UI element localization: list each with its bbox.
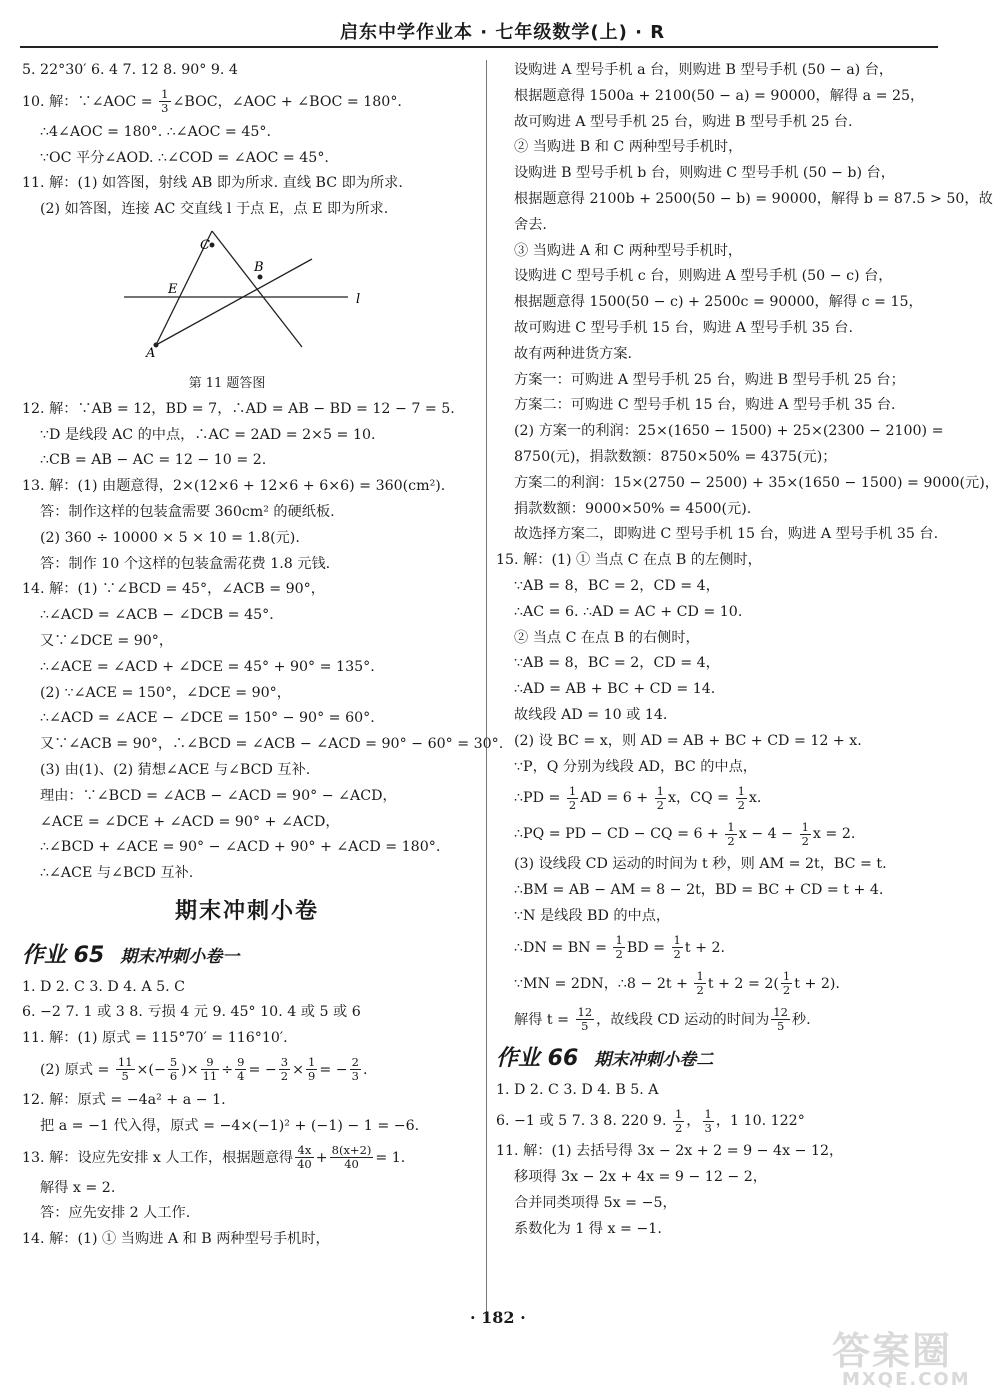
label-a: A	[146, 345, 156, 361]
answer-line: 设购进 A 型号手机 a 台，则购进 B 型号手机 (50 − a) 台，	[514, 62, 894, 78]
answer-line: ∵AB = 8，BC = 2，CD = 4，	[514, 577, 720, 594]
answer-line: ∵P，Q 分别为线段 AD，BC 的中点，	[514, 758, 757, 775]
answer-line: ② 当购进 B 和 C 两种型号手机时，	[514, 139, 743, 156]
page-header: 启东中学作业本 · 七年级数学(上) · R	[340, 22, 666, 43]
answer-line: 11. 解：(1) 去括号得 3x − 2x + 2 = 9 − 4x − 12，	[496, 1143, 844, 1160]
right-column	[496, 58, 999, 1242]
left-column	[22, 58, 504, 1253]
answer-line: 方案二：可购进 C 型号手机 15 台，购进 A 型号手机 35 台.	[514, 397, 896, 414]
answer-line: (3) 设线段 CD 运动的时间为 t 秒，则 AM = 2t，BC = t.	[514, 856, 887, 873]
answer-line: 故可购进 A 型号手机 25 台，购进 B 型号手机 25 台.	[514, 113, 853, 130]
figure-11-diagram	[112, 227, 402, 367]
answer-line: 12. 解：∵AB = 12，BD = 7，∴AD = AB − BD = 12 − 7 = 5.	[22, 400, 455, 417]
answer-line: 又∵∠ACB = 90°，∴∠BCD = ∠ACB − ∠ACD = 90° − 60° = 30°.	[40, 736, 504, 753]
ray-ab	[156, 259, 312, 345]
answer-line: ∴PD = $\frac{1}{2}$ AD = 6 + $\frac{1}{2}$ x，CQ = $\frac{1}{2}$ x.	[514, 783, 762, 812]
answer-line: ∠ACE = ∠DCE + ∠ACD = 90° + ∠ACD，	[40, 813, 340, 830]
figure-caption: 第 11 题答图	[188, 375, 266, 391]
answer-line: 故线段 AD = 10 或 14.	[514, 706, 668, 723]
answer-line: ∴AD = AB + BC + CD = 14.	[514, 681, 716, 698]
answer-line: ∵MN = 2DN，∴8 − 2t + $\frac{1}{2}$ t + 2 = 2( $\frac{1}{2}$ t + 2).	[514, 969, 840, 998]
answer-line: 根据题意得 2100b + 2500(50 − b) = 90000，解得 b = 87.5 > 50，故	[514, 190, 993, 207]
answer-line: 6. −1 或 5 7. 3 8. 220 9. $\frac{1}{2}$ ， $\frac{1}{3}$ ，1 10. 122°	[496, 1106, 805, 1135]
header-rule	[20, 46, 938, 48]
answer-line: 设购进 C 型号手机 c 台，则购进 A 型号手机 (50 − c) 台，	[514, 268, 893, 285]
answer-line: ∴∠ACE = ∠ACD + ∠DCE = 45° + 90° = 135°.	[40, 658, 375, 675]
answer-line: 10. 解：∵∠AOC = $\frac{1}{3}$ ∠BOC，∠AOC + ∠BOC = 180°.	[22, 87, 402, 116]
answer-line: 解得 x = 2.	[40, 1179, 116, 1196]
answer-line: 理由：∵∠BCD = ∠ACB − ∠ACD = 90° − ∠ACD，	[40, 787, 397, 804]
answer-line: 答：应先安排 2 人工作.	[40, 1205, 191, 1222]
answer-line: ∴PQ = PD − CD − CQ = 6 + $\frac{1}{2}$ x − 4 − $\frac{1}{2}$ x = 2.	[514, 819, 856, 848]
answer-line: 答：制作这样的包装盒需要 360cm² 的硬纸板.	[40, 503, 335, 520]
answer-line: ② 当点 C 在点 B 的右侧时，	[514, 629, 700, 646]
answer-line: 故可购进 C 型号手机 15 台，购进 A 型号手机 35 台.	[514, 319, 853, 336]
answer-line: 方案二的利润：15×(2750 − 2500) + 35×(1650 − 1500) = 9000(元)，	[514, 474, 999, 491]
answer-line: ∴∠ACE 与∠BCD 互补.	[40, 865, 194, 882]
answer-line: 根据题意得 1500(50 − c) + 2500c = 90000，解得 c = 15，	[514, 294, 923, 311]
answer-line: (2) 如答图，连接 AC 交直线 l 于点 E，点 E 即为所求.	[40, 201, 389, 218]
answer-line: 方案一：可购进 A 型号手机 25 台，购进 B 型号手机 25 台；	[514, 371, 905, 388]
answer-line: 14. 解：(1) ∵∠BCD = 45°，∠ACB = 90°，	[22, 581, 325, 598]
column-divider	[486, 60, 487, 1315]
page-number: · 182 ·	[470, 1308, 526, 1327]
homework-65-heading: 作业 65 期末冲刺小卷一	[22, 942, 240, 968]
label-e: E	[168, 281, 178, 297]
answer-line: 5. 22°30′ 6. 4 7. 12 8. 90° 9. 4	[22, 62, 238, 78]
answer-line: (2) ∵∠ACE = 150°，∠DCE = 90°，	[40, 684, 291, 701]
point-b	[258, 274, 263, 279]
point-c	[210, 242, 215, 247]
answer-line: ∴DN = BN = $\frac{1}{2}$ BD = $\frac{1}{2}$ t + 2.	[514, 933, 726, 962]
label-b: B	[254, 259, 264, 275]
answer-line: 系数化为 1 得 x = −1.	[514, 1220, 662, 1237]
answer-line: 6. −2 7. 1 或 3 8. 亏损 4 元 9. 45° 10. 4 或 5 或 6	[22, 1004, 361, 1021]
answer-line: 8750(元)，捐款数额：8750×50% = 4375(元)；	[514, 448, 837, 465]
answer-line: ∵N 是线段 BD 的中点，	[514, 907, 671, 924]
answer-line: 14. 解：(1) ① 当购进 A 和 B 两种型号手机时，	[22, 1231, 330, 1248]
answer-line: (2) 设 BC = x，则 AD = AB + BC + CD = 12 + x.	[514, 732, 862, 749]
answer-line: 又∵∠DCE = 90°，	[40, 632, 174, 649]
answer-line: 11. 解：(1) 如答图，射线 AB 即为所求. 直线 BC 即为所求.	[22, 175, 403, 192]
label-c: C	[200, 237, 210, 253]
answer-line: 1. D 2. C 3. D 4. A 5. C	[22, 978, 185, 995]
answer-line: 移项得 3x − 2x + 4x = 9 − 12 − 2，	[514, 1169, 767, 1186]
answer-line: 捐款数额：9000×50% = 4500(元).	[514, 500, 752, 517]
answer-line: ③ 当购进 A 和 C 两种型号手机时，	[514, 242, 743, 259]
label-l: l	[356, 291, 361, 307]
answer-line: 故选择方案二，即购进 C 型号手机 15 台，购进 A 型号手机 35 台.	[514, 526, 939, 543]
answer-line: 舍去.	[514, 216, 547, 233]
answer-line: 设购进 B 型号手机 b 台，则购进 C 型号手机 (50 − b) 台，	[514, 165, 895, 182]
answer-line: (2) 360 ÷ 10000 × 5 × 10 = 1.8(元).	[40, 529, 300, 546]
answer-line: 1. D 2. C 3. D 4. B 5. A	[496, 1081, 659, 1098]
answer-line: ∴∠ACD = ∠ACB − ∠DCB = 45°.	[40, 607, 274, 624]
answer-line: 把 a = −1 代入得，原式 = −4×(−1)² + (−1) − 1 = −6.	[40, 1117, 420, 1134]
answer-line: ∵D 是线段 AC 的中点，∴AC = 2AD = 2×5 = 10.	[40, 426, 376, 443]
answer-line: 11. 解：(1) 原式 = 115°70′ = 116°10′.	[22, 1030, 288, 1047]
answer-line: (2) 原式 = $\frac{11}{5}$ ×(− $\frac{5}{6}$ )× $\frac{9}{11}$ ÷ $\frac{9}{4}$ = − $\frac{3}{2}$ × $\frac{1}{9}$ = − $\frac{2}{3}$ .	[40, 1055, 368, 1084]
answer-line: 13. 解：设应先安排 x 人工作，根据题意得 $\frac{4x}{40}$ + $\frac{8(x+2)}{40}$ = 1.	[22, 1143, 406, 1171]
answer-line: ∴∠BCD + ∠ACE = 90° − ∠ACD + 90° + ∠ACD = 180°.	[40, 839, 441, 856]
answer-line: 15. 解：(1) ① 当点 C 在点 B 的左侧时，	[496, 552, 762, 569]
watermark: 答案圈 MXQE.COM	[832, 1329, 971, 1390]
answer-line: (3) 由(1)、(2) 猜想∠ACE 与∠BCD 互补.	[40, 761, 311, 778]
answer-line: 根据题意得 1500a + 2100(50 − a) = 90000，解得 a = 25，	[514, 87, 925, 104]
answer-line: ∴∠ACD = ∠ACE − ∠DCE = 150° − 90° = 60°.	[40, 710, 375, 727]
answer-line: ∴AC = 6. ∴AD = AC + CD = 10.	[514, 603, 743, 620]
answer-line: (2) 方案一的利润：25×(1650 − 1500) + 25×(2300 − 2100) =	[514, 423, 944, 440]
line-bc	[212, 231, 302, 347]
geometry-figure	[22, 223, 472, 371]
answer-line: 12. 解：原式 = −4a² + a − 1.	[22, 1091, 226, 1108]
answer-line: ∵OC 平分∠AOD. ∴∠COD = ∠AOC = 45°.	[40, 149, 329, 166]
answer-line: 13. 解：(1) 由题意得，2×(12×6 + 12×6 + 6×6) = 360(cm²).	[22, 478, 446, 495]
answer-line: 答：制作 10 个这样的包装盒需花费 1.8 元钱.	[40, 555, 331, 572]
section-title: 期末冲刺小卷	[174, 898, 319, 924]
answer-line: ∴BM = AB − AM = 8 − 2t，BD = BC + CD = t + 4.	[514, 882, 884, 899]
answer-line: 故有两种进货方案.	[514, 345, 633, 362]
fraction: $\frac{1}{3}$	[161, 87, 169, 116]
answer-line: ∴CB = AB − AC = 12 − 10 = 2.	[40, 452, 267, 469]
answer-line: ∵AB = 8，BC = 2，CD = 4，	[514, 655, 720, 672]
answer-line: 合并同类项得 5x = −5，	[514, 1194, 677, 1211]
answer-line: 解得 t = $\frac{12}{5}$ ，故线段 CD 运动的时间为 $\frac{12}{5}$ 秒.	[514, 1005, 811, 1034]
answer-line: ∴4∠AOC = 180°. ∴∠AOC = 45°.	[40, 123, 271, 140]
homework-66-heading: 作业 66 期末冲刺小卷二	[496, 1045, 714, 1071]
